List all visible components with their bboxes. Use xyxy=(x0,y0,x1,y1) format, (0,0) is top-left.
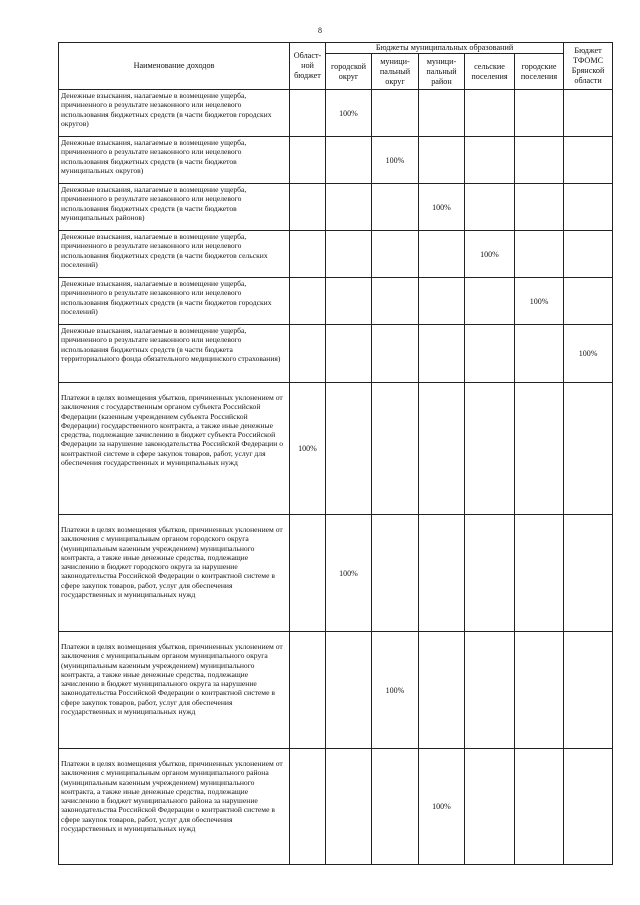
cell-regional xyxy=(290,749,326,865)
cell-rural xyxy=(465,632,515,749)
cell-regional: 100% xyxy=(290,383,326,515)
cell-municipal-district xyxy=(372,90,419,137)
cell-city-district: 100% xyxy=(326,90,372,137)
cell-urban: 100% xyxy=(515,278,564,325)
header-municipal-district: муници-пальный округ xyxy=(372,54,419,90)
cell-regional xyxy=(290,90,326,137)
cell-rural: 100% xyxy=(465,231,515,278)
cell-tfoms xyxy=(564,278,613,325)
cell-municipal-district xyxy=(372,749,419,865)
cell-city-district xyxy=(326,231,372,278)
row-description: Денежные взыскания, налагаемые в возмещение ущерба, причиненного в результате незаконного или нецелевого использования бюджетных средств (в части бюджета территориального фонда обязательного медицинского страхования) xyxy=(59,325,290,383)
header-tfoms-budget: Бюджет ТФОМС Брянской области xyxy=(564,43,613,90)
cell-municipal-district xyxy=(372,325,419,383)
table-row xyxy=(59,278,613,325)
row-description: Платежи в целях возмещения убытков, причиненных уклонением от заключения с государственным органом субъекта Российской Федерации (казенным учреждением субъекта Российской Федерации) государственного контракта, а также иные денежные средства, подлежащие зачислению в бюджет субъекта Российской Федерации за нарушение законодательства Российской Федерации о контрактной системе в сфере закупок товаров, работ, услуг для обеспечения государственных и муниципальных нужд xyxy=(59,383,290,515)
table-row xyxy=(59,90,613,137)
cell-municipal-area xyxy=(419,632,465,749)
header-regional-budget: Област-ной бюджет xyxy=(290,43,326,90)
header-city-district: городской округ xyxy=(326,54,372,90)
cell-tfoms xyxy=(564,383,613,515)
cell-urban xyxy=(515,90,564,137)
cell-municipal-district xyxy=(372,383,419,515)
cell-rural xyxy=(465,749,515,865)
cell-municipal-district xyxy=(372,278,419,325)
cell-rural xyxy=(465,90,515,137)
cell-city-district xyxy=(326,632,372,749)
cell-urban xyxy=(515,515,564,632)
cell-municipal-area xyxy=(419,383,465,515)
cell-regional xyxy=(290,632,326,749)
cell-municipal-area xyxy=(419,325,465,383)
cell-rural xyxy=(465,278,515,325)
cell-city-district xyxy=(326,278,372,325)
table-row xyxy=(59,515,613,632)
table-row xyxy=(59,184,613,231)
page-number: 8 xyxy=(318,26,322,35)
cell-municipal-area: 100% xyxy=(419,184,465,231)
cell-city-district xyxy=(326,383,372,515)
row-description: Денежные взыскания, налагаемые в возмещение ущерба, причиненного в результате незаконного или нецелевого использования бюджетных средств (в части бюджетов городских округов) xyxy=(59,90,290,137)
cell-city-district xyxy=(326,137,372,184)
cell-rural xyxy=(465,383,515,515)
header-row-top xyxy=(59,43,613,54)
cell-rural xyxy=(465,137,515,184)
cell-tfoms xyxy=(564,231,613,278)
cell-municipal-area xyxy=(419,515,465,632)
header-urban-settlements: городские поселения xyxy=(515,54,564,90)
cell-regional xyxy=(290,184,326,231)
cell-urban xyxy=(515,137,564,184)
cell-urban xyxy=(515,231,564,278)
table-row xyxy=(59,325,613,383)
row-description: Денежные взыскания, налагаемые в возмещение ущерба, причиненного в результате незаконного или нецелевого использования бюджетных средств (в части бюджетов муниципальных районов) xyxy=(59,184,290,231)
cell-tfoms xyxy=(564,184,613,231)
cell-tfoms xyxy=(564,632,613,749)
cell-municipal-district xyxy=(372,515,419,632)
cell-municipal-area: 100% xyxy=(419,749,465,865)
cell-municipal-area xyxy=(419,137,465,184)
cell-urban xyxy=(515,383,564,515)
cell-city-district xyxy=(326,184,372,231)
cell-municipal-district: 100% xyxy=(372,632,419,749)
header-rural-settlements: сельские поселения xyxy=(465,54,515,90)
cell-regional xyxy=(290,231,326,278)
cell-rural xyxy=(465,325,515,383)
row-description: Денежные взыскания, налагаемые в возмещение ущерба, причиненного в результате незаконного или нецелевого использования бюджетных средств (в части бюджетов муниципальных округов) xyxy=(59,137,290,184)
cell-municipal-district xyxy=(372,231,419,278)
cell-regional xyxy=(290,515,326,632)
table-row xyxy=(59,383,613,515)
cell-urban xyxy=(515,749,564,865)
header-municipal-budgets: Бюджеты муниципальных образований xyxy=(326,43,564,54)
cell-municipal-district xyxy=(372,184,419,231)
cell-urban xyxy=(515,325,564,383)
cell-rural xyxy=(465,184,515,231)
row-description: Платежи в целях возмещения убытков, причиненных уклонением от заключения с муниципальным органом городского округа (муниципальным казенным учреждением) муниципального контракта, а также иные денежные средства, подлежащие зачислению в бюджет городского округа за нарушение законодательства Российской Федерации о контрактной системе в сфере закупок товаров, работ, услуг для обеспечения государственных и муниципальных нужд xyxy=(59,515,290,632)
cell-municipal-area xyxy=(419,90,465,137)
cell-tfoms: 100% xyxy=(564,325,613,383)
cell-tfoms xyxy=(564,90,613,137)
row-description: Платежи в целях возмещения убытков, причиненных уклонением от заключения с муниципальным органом муниципального района (муниципальным казенным учреждением) муниципального контракта, а также иные денежные средства, подлежащие зачислению в бюджет муниципального района за нарушение законодательства Российской Федерации о контрактной системе в сфере закупок товаров, работ, услуг для обеспечения государственных и муниципальных нужд xyxy=(59,749,290,865)
cell-tfoms xyxy=(564,137,613,184)
cell-tfoms xyxy=(564,749,613,865)
table-row xyxy=(59,231,613,278)
table-row xyxy=(59,137,613,184)
cell-urban xyxy=(515,632,564,749)
cell-city-district xyxy=(326,325,372,383)
cell-rural xyxy=(465,515,515,632)
cell-regional xyxy=(290,137,326,184)
row-description: Денежные взыскания, налагаемые в возмещение ущерба, причиненного в результате незаконного или нецелевого использования бюджетных средств (в части бюджетов сельских поселений) xyxy=(59,231,290,278)
header-municipal-area: муници-пальный район xyxy=(419,54,465,90)
cell-regional xyxy=(290,278,326,325)
cell-tfoms xyxy=(564,515,613,632)
table-row xyxy=(59,749,613,865)
cell-urban xyxy=(515,184,564,231)
cell-municipal-area xyxy=(419,231,465,278)
revenue-distribution-table xyxy=(58,42,613,865)
table-row xyxy=(59,632,613,749)
row-description: Денежные взыскания, налагаемые в возмещение ущерба, причиненного в результате незаконного или нецелевого использования бюджетных средств (в части бюджетов городских поселений) xyxy=(59,278,290,325)
cell-municipal-area xyxy=(419,278,465,325)
cell-municipal-district: 100% xyxy=(372,137,419,184)
cell-city-district: 100% xyxy=(326,515,372,632)
cell-regional xyxy=(290,325,326,383)
row-description: Платежи в целях возмещения убытков, причиненных уклонением от заключения с муниципальным органом муниципального округа (муниципальным казенным учреждением) муниципального контракта, а также иные денежные средства, подлежащие зачислению в бюджет муниципального округа за нарушение законодательства Российской Федерации о контрактной системе в сфере закупок товаров, работ, услуг для обеспечения государственных и муниципальных нужд xyxy=(59,632,290,749)
cell-city-district xyxy=(326,749,372,865)
header-name: Наименование доходов xyxy=(59,43,290,90)
